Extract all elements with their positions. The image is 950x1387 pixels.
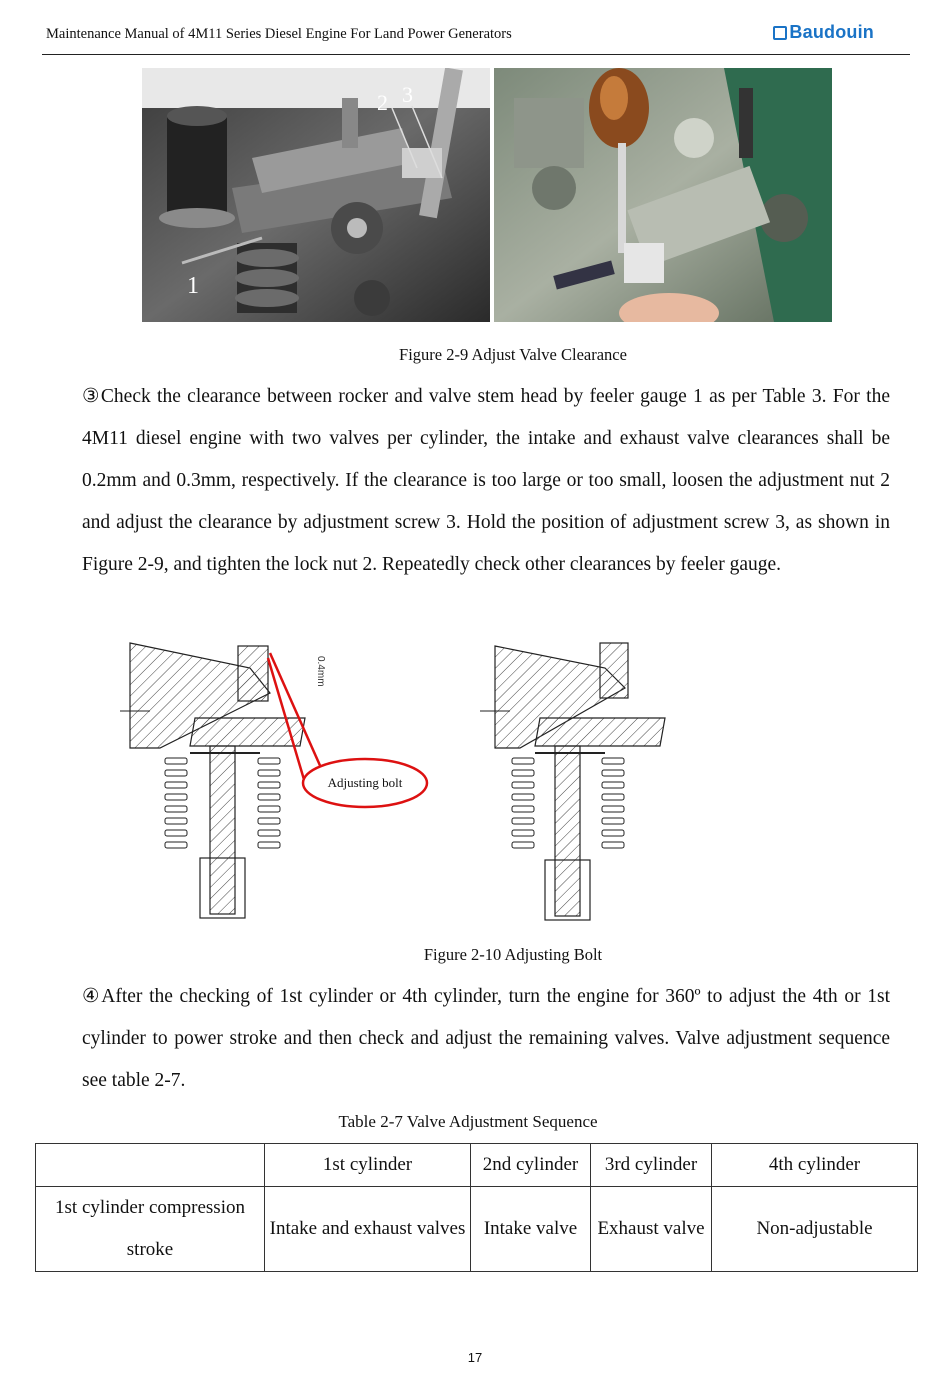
logo-mark-icon	[773, 26, 787, 40]
photo-label-3: 3	[402, 82, 413, 107]
adjusting-bolt-callout: Adjusting bolt	[327, 775, 403, 790]
table-cell: Non-adjustable	[712, 1187, 918, 1272]
figure-2-10-caption: Figure 2-10 Adjusting Bolt	[423, 945, 603, 964]
table-row	[36, 1187, 918, 1272]
figure-2-9-photos	[142, 68, 832, 322]
photo-rocker-arm	[142, 68, 490, 322]
table-cell: Intake and exhaust valves	[265, 1187, 471, 1272]
page-header	[42, 22, 910, 55]
photo-label-1: 1	[187, 273, 199, 299]
table-header-cell	[36, 1144, 265, 1187]
figure-2-10-right-diagram	[480, 638, 680, 928]
brand-logo	[773, 22, 874, 43]
page-number: 17	[467, 1350, 483, 1365]
table-header-row	[36, 1144, 918, 1187]
photo-screwdriver-adjust	[494, 68, 832, 322]
table-cell: Intake valve	[471, 1187, 591, 1272]
photo-label-2: 2	[377, 90, 388, 115]
logo-text: Baudouin	[789, 22, 874, 42]
table-cell: 1st cylinder compression stroke	[36, 1187, 265, 1272]
valve-adjustment-table	[35, 1143, 918, 1272]
table-header-cell: 4th cylinder	[712, 1144, 918, 1187]
table-2-7-caption: Table 2-7 Valve Adjustment Sequence	[338, 1112, 598, 1131]
paragraph-step-4: ④After the checking of 1st cylinder or 4th cylinder, turn the engine for 360º to adjust the 4th or 1st cylinder to power stroke and then check and adjust the remaining valves. Valve adjustment sequence see table 2-7.	[82, 986, 890, 1091]
table-header-cell: 2nd cylinder	[471, 1144, 591, 1187]
figure-2-9-caption: Figure 2-9 Adjust Valve Clearance	[399, 345, 627, 364]
table-header-cell: 1st cylinder	[265, 1144, 471, 1187]
clearance-dimension-label: 0.4mm	[315, 656, 326, 687]
table-header-cell: 3rd cylinder	[591, 1144, 712, 1187]
paragraph-step-3: ③Check the clearance between rocker and valve stem head by feeler gauge 1 as per Table 3. For the 4M11 diesel engine with two valves per cylinder, the intake and exhaust valve clearances shall be 0.2mm and 0.3mm, respectively. If the clearance is too large or too small, loosen the adjustment nut 2 and adjust the clearance by adjustment screw 3. Hold the position of adjustment screw 3, as shown in Figure 2-9, and tighten the lock nut 2. Repeatedly check other clearances by feeler gauge.	[82, 386, 890, 575]
table-cell: Exhaust valve	[591, 1187, 712, 1272]
document-title: Maintenance Manual of 4M11 Series Diesel Engine For Land Power Generators	[46, 26, 512, 42]
figure-2-10-left-diagram	[120, 638, 440, 928]
